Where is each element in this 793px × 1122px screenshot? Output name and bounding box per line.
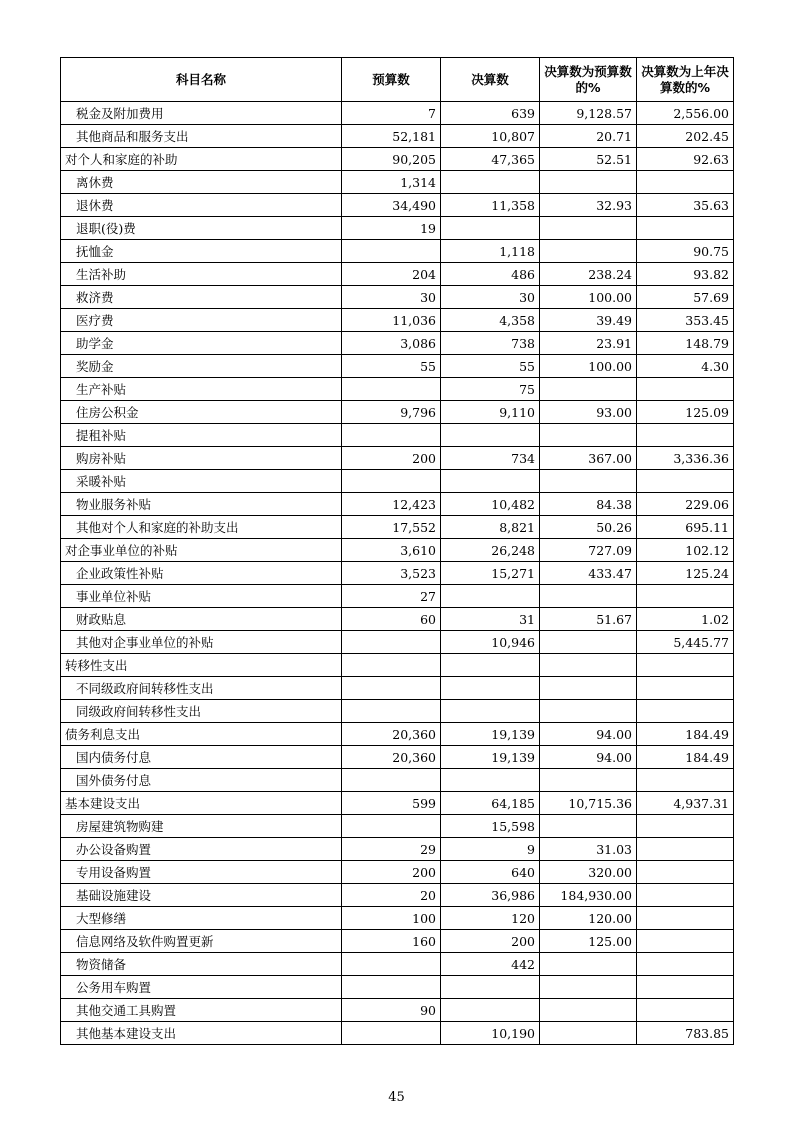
cell-actual: 200: [441, 930, 540, 953]
cell-pct-of-prev-year: [637, 171, 734, 194]
cell-subject-name: 购房补贴: [61, 447, 342, 470]
cell-pct-of-budget: 84.38: [540, 493, 637, 516]
cell-pct-of-budget: [540, 769, 637, 792]
cell-budget: [342, 424, 441, 447]
cell-budget: 3,523: [342, 562, 441, 585]
cell-subject-name: 税金及附加费用: [61, 102, 342, 125]
cell-subject-name: 事业单位补贴: [61, 585, 342, 608]
cell-pct-of-budget: [540, 953, 637, 976]
cell-budget: 52,181: [342, 125, 441, 148]
cell-pct-of-budget: 120.00: [540, 907, 637, 930]
table-row: [61, 677, 734, 700]
cell-pct-of-prev-year: 93.82: [637, 263, 734, 286]
cell-pct-of-budget: [540, 470, 637, 493]
cell-actual: 19,139: [441, 746, 540, 769]
cell-pct-of-budget: [540, 654, 637, 677]
cell-budget: [342, 953, 441, 976]
header-subject-name: 科目名称: [61, 58, 342, 102]
table-row: [61, 286, 734, 309]
cell-pct-of-budget: 727.09: [540, 539, 637, 562]
cell-pct-of-prev-year: [637, 861, 734, 884]
cell-budget: [342, 700, 441, 723]
cell-subject-name: 抚恤金: [61, 240, 342, 263]
table-row: [61, 976, 734, 999]
cell-actual: [441, 424, 540, 447]
cell-budget: 3,610: [342, 539, 441, 562]
table-row: [61, 631, 734, 654]
cell-subject-name: 转移性支出: [61, 654, 342, 677]
cell-pct-of-prev-year: 3,336.36: [637, 447, 734, 470]
cell-actual: [441, 217, 540, 240]
cell-subject-name: 退职(役)费: [61, 217, 342, 240]
cell-pct-of-prev-year: 353.45: [637, 309, 734, 332]
cell-subject-name: 对企事业单位的补贴: [61, 539, 342, 562]
cell-pct-of-budget: [540, 217, 637, 240]
table-row: [61, 447, 734, 470]
cell-subject-name: 物资储备: [61, 953, 342, 976]
cell-pct-of-budget: [540, 677, 637, 700]
cell-budget: [342, 470, 441, 493]
header-budget: 预算数: [342, 58, 441, 102]
cell-subject-name: 救济费: [61, 286, 342, 309]
table-row: [61, 332, 734, 355]
cell-budget: 200: [342, 861, 441, 884]
cell-pct-of-prev-year: [637, 585, 734, 608]
cell-subject-name: 同级政府间转移性支出: [61, 700, 342, 723]
cell-pct-of-prev-year: [637, 884, 734, 907]
cell-pct-of-budget: [540, 1022, 637, 1045]
cell-pct-of-budget: 320.00: [540, 861, 637, 884]
cell-budget: 11,036: [342, 309, 441, 332]
cell-actual: 30: [441, 286, 540, 309]
cell-actual: 640: [441, 861, 540, 884]
cell-subject-name: 国外债务付息: [61, 769, 342, 792]
cell-actual: 1,118: [441, 240, 540, 263]
cell-budget: [342, 815, 441, 838]
cell-budget: [342, 976, 441, 999]
cell-pct-of-budget: [540, 171, 637, 194]
cell-subject-name: 国内债务付息: [61, 746, 342, 769]
table-row: [61, 700, 734, 723]
cell-subject-name: 基础设施建设: [61, 884, 342, 907]
cell-pct-of-budget: 433.47: [540, 562, 637, 585]
cell-pct-of-prev-year: 4,937.31: [637, 792, 734, 815]
cell-subject-name: 生产补贴: [61, 378, 342, 401]
cell-budget: 12,423: [342, 493, 441, 516]
table-row: [61, 102, 734, 125]
table-row: [61, 217, 734, 240]
cell-actual: 120: [441, 907, 540, 930]
cell-budget: 30: [342, 286, 441, 309]
cell-subject-name: 生活补助: [61, 263, 342, 286]
cell-pct-of-budget: [540, 424, 637, 447]
cell-budget: 100: [342, 907, 441, 930]
cell-budget: [342, 378, 441, 401]
cell-budget: 20,360: [342, 746, 441, 769]
table-row: [61, 424, 734, 447]
cell-budget: 1,314: [342, 171, 441, 194]
budget-table: [60, 57, 734, 1045]
cell-actual: 9: [441, 838, 540, 861]
cell-actual: [441, 470, 540, 493]
cell-pct-of-prev-year: 148.79: [637, 332, 734, 355]
cell-subject-name: 助学金: [61, 332, 342, 355]
cell-budget: [342, 631, 441, 654]
cell-pct-of-prev-year: [637, 930, 734, 953]
cell-actual: [441, 585, 540, 608]
cell-budget: 17,552: [342, 516, 441, 539]
cell-budget: 29: [342, 838, 441, 861]
cell-pct-of-prev-year: [637, 976, 734, 999]
cell-pct-of-budget: 50.26: [540, 516, 637, 539]
cell-subject-name: 提租补贴: [61, 424, 342, 447]
cell-actual: 639: [441, 102, 540, 125]
cell-subject-name: 大型修缮: [61, 907, 342, 930]
table-row: [61, 378, 734, 401]
cell-budget: 599: [342, 792, 441, 815]
cell-budget: [342, 654, 441, 677]
cell-subject-name: 其他商品和服务支出: [61, 125, 342, 148]
cell-pct-of-prev-year: 102.12: [637, 539, 734, 562]
cell-pct-of-prev-year: [637, 470, 734, 493]
cell-pct-of-prev-year: 184.49: [637, 746, 734, 769]
table-row: [61, 723, 734, 746]
cell-budget: 60: [342, 608, 441, 631]
table-row: [61, 838, 734, 861]
table-row: [61, 194, 734, 217]
table-row: [61, 861, 734, 884]
cell-budget: 20,360: [342, 723, 441, 746]
cell-actual: 75: [441, 378, 540, 401]
cell-subject-name: 债务利息支出: [61, 723, 342, 746]
cell-subject-name: 其他交通工具购置: [61, 999, 342, 1022]
cell-subject-name: 采暖补贴: [61, 470, 342, 493]
page-number: 45: [388, 1090, 405, 1105]
cell-pct-of-prev-year: [637, 217, 734, 240]
cell-pct-of-prev-year: 2,556.00: [637, 102, 734, 125]
table-row: [61, 470, 734, 493]
cell-budget: [342, 240, 441, 263]
cell-subject-name: 其他对个人和家庭的补助支出: [61, 516, 342, 539]
cell-budget: 55: [342, 355, 441, 378]
table-row: [61, 562, 734, 585]
cell-actual: 8,821: [441, 516, 540, 539]
table-row: [61, 953, 734, 976]
cell-pct-of-prev-year: 783.85: [637, 1022, 734, 1045]
cell-pct-of-prev-year: 4.30: [637, 355, 734, 378]
cell-budget: 19: [342, 217, 441, 240]
table-row: [61, 999, 734, 1022]
cell-subject-name: 基本建设支出: [61, 792, 342, 815]
table-row: [61, 539, 734, 562]
cell-budget: 34,490: [342, 194, 441, 217]
cell-budget: 7: [342, 102, 441, 125]
cell-subject-name: 财政贴息: [61, 608, 342, 631]
cell-actual: 36,986: [441, 884, 540, 907]
cell-actual: 15,598: [441, 815, 540, 838]
cell-actual: [441, 700, 540, 723]
cell-pct-of-budget: 31.03: [540, 838, 637, 861]
cell-pct-of-prev-year: [637, 654, 734, 677]
cell-subject-name: 物业服务补贴: [61, 493, 342, 516]
cell-pct-of-budget: 20.71: [540, 125, 637, 148]
cell-pct-of-prev-year: 90.75: [637, 240, 734, 263]
cell-actual: 442: [441, 953, 540, 976]
table-row: [61, 608, 734, 631]
cell-actual: 64,185: [441, 792, 540, 815]
cell-actual: 11,358: [441, 194, 540, 217]
cell-pct-of-budget: [540, 631, 637, 654]
cell-pct-of-budget: [540, 815, 637, 838]
table-row: [61, 148, 734, 171]
table-body: [61, 102, 734, 1045]
table-row: [61, 654, 734, 677]
cell-pct-of-prev-year: 202.45: [637, 125, 734, 148]
cell-pct-of-prev-year: 125.09: [637, 401, 734, 424]
table-row: [61, 263, 734, 286]
cell-pct-of-budget: 52.51: [540, 148, 637, 171]
cell-pct-of-budget: 51.67: [540, 608, 637, 631]
cell-pct-of-prev-year: [637, 769, 734, 792]
cell-subject-name: 不同级政府间转移性支出: [61, 677, 342, 700]
cell-pct-of-prev-year: [637, 378, 734, 401]
cell-actual: 738: [441, 332, 540, 355]
header-actual: 决算数: [441, 58, 540, 102]
cell-pct-of-budget: 125.00: [540, 930, 637, 953]
cell-actual: [441, 654, 540, 677]
cell-pct-of-prev-year: 35.63: [637, 194, 734, 217]
header-pct-of-budget: 决算数为预算数的%: [540, 58, 637, 102]
cell-budget: [342, 677, 441, 700]
cell-actual: 10,946: [441, 631, 540, 654]
cell-actual: 47,365: [441, 148, 540, 171]
cell-actual: 734: [441, 447, 540, 470]
cell-subject-name: 奖励金: [61, 355, 342, 378]
table-row: [61, 769, 734, 792]
cell-actual: [441, 999, 540, 1022]
table-row: [61, 585, 734, 608]
cell-pct-of-prev-year: 229.06: [637, 493, 734, 516]
cell-actual: 31: [441, 608, 540, 631]
cell-pct-of-budget: 238.24: [540, 263, 637, 286]
cell-pct-of-prev-year: [637, 999, 734, 1022]
cell-pct-of-prev-year: 1.02: [637, 608, 734, 631]
table-row: [61, 815, 734, 838]
cell-subject-name: 对个人和家庭的补助: [61, 148, 342, 171]
cell-actual: 9,110: [441, 401, 540, 424]
cell-pct-of-budget: [540, 700, 637, 723]
cell-actual: 26,248: [441, 539, 540, 562]
table-row: [61, 907, 734, 930]
cell-pct-of-budget: 9,128.57: [540, 102, 637, 125]
cell-budget: 204: [342, 263, 441, 286]
header-row: [61, 58, 734, 102]
cell-pct-of-budget: 100.00: [540, 286, 637, 309]
cell-budget: 27: [342, 585, 441, 608]
cell-subject-name: 办公设备购置: [61, 838, 342, 861]
cell-pct-of-budget: 184,930.00: [540, 884, 637, 907]
cell-actual: 15,271: [441, 562, 540, 585]
cell-subject-name: 退休费: [61, 194, 342, 217]
cell-pct-of-prev-year: [637, 815, 734, 838]
cell-pct-of-budget: 100.00: [540, 355, 637, 378]
cell-budget: 90: [342, 999, 441, 1022]
cell-pct-of-prev-year: 184.49: [637, 723, 734, 746]
cell-budget: 90,205: [342, 148, 441, 171]
cell-budget: 20: [342, 884, 441, 907]
cell-budget: [342, 769, 441, 792]
table-row: [61, 884, 734, 907]
cell-actual: 486: [441, 263, 540, 286]
header-pct-of-prev-year: 决算数为上年决算数的%: [637, 58, 734, 102]
cell-pct-of-prev-year: [637, 838, 734, 861]
cell-pct-of-prev-year: 695.11: [637, 516, 734, 539]
cell-actual: 4,358: [441, 309, 540, 332]
table-row: [61, 240, 734, 263]
cell-budget: 3,086: [342, 332, 441, 355]
cell-pct-of-prev-year: [637, 677, 734, 700]
table-row: [61, 401, 734, 424]
cell-subject-name: 信息网络及软件购置更新: [61, 930, 342, 953]
cell-pct-of-budget: 23.91: [540, 332, 637, 355]
cell-pct-of-budget: 94.00: [540, 723, 637, 746]
cell-pct-of-budget: 93.00: [540, 401, 637, 424]
table-row: [61, 171, 734, 194]
cell-budget: 200: [342, 447, 441, 470]
cell-pct-of-prev-year: [637, 953, 734, 976]
cell-subject-name: 房屋建筑物购建: [61, 815, 342, 838]
table-row: [61, 355, 734, 378]
cell-pct-of-budget: [540, 976, 637, 999]
cell-actual: 19,139: [441, 723, 540, 746]
cell-budget: 160: [342, 930, 441, 953]
cell-subject-name: 其他基本建设支出: [61, 1022, 342, 1045]
cell-budget: [342, 1022, 441, 1045]
cell-actual: [441, 769, 540, 792]
cell-subject-name: 公务用车购置: [61, 976, 342, 999]
table-row: [61, 516, 734, 539]
cell-pct-of-prev-year: [637, 700, 734, 723]
table-row: [61, 309, 734, 332]
cell-pct-of-prev-year: [637, 424, 734, 447]
cell-subject-name: 离休费: [61, 171, 342, 194]
cell-pct-of-budget: [540, 378, 637, 401]
cell-pct-of-budget: 32.93: [540, 194, 637, 217]
cell-budget: 9,796: [342, 401, 441, 424]
cell-actual: [441, 171, 540, 194]
cell-subject-name: 企业政策性补贴: [61, 562, 342, 585]
cell-pct-of-budget: [540, 585, 637, 608]
cell-actual: [441, 677, 540, 700]
cell-subject-name: 医疗费: [61, 309, 342, 332]
cell-pct-of-budget: 367.00: [540, 447, 637, 470]
cell-subject-name: 专用设备购置: [61, 861, 342, 884]
cell-pct-of-budget: [540, 999, 637, 1022]
cell-pct-of-budget: 94.00: [540, 746, 637, 769]
table-row: [61, 930, 734, 953]
cell-actual: 10,190: [441, 1022, 540, 1045]
cell-pct-of-budget: 10,715.36: [540, 792, 637, 815]
cell-pct-of-budget: 39.49: [540, 309, 637, 332]
table-row: [61, 746, 734, 769]
cell-pct-of-prev-year: 125.24: [637, 562, 734, 585]
cell-actual: [441, 976, 540, 999]
table-row: [61, 792, 734, 815]
cell-subject-name: 住房公积金: [61, 401, 342, 424]
cell-pct-of-prev-year: 5,445.77: [637, 631, 734, 654]
table-row: [61, 493, 734, 516]
table-row: [61, 125, 734, 148]
cell-actual: 55: [441, 355, 540, 378]
cell-subject-name: 其他对企事业单位的补贴: [61, 631, 342, 654]
cell-actual: 10,807: [441, 125, 540, 148]
table-row: [61, 1022, 734, 1045]
cell-pct-of-prev-year: 92.63: [637, 148, 734, 171]
cell-pct-of-prev-year: 57.69: [637, 286, 734, 309]
cell-pct-of-budget: [540, 240, 637, 263]
cell-actual: 10,482: [441, 493, 540, 516]
cell-pct-of-prev-year: [637, 907, 734, 930]
